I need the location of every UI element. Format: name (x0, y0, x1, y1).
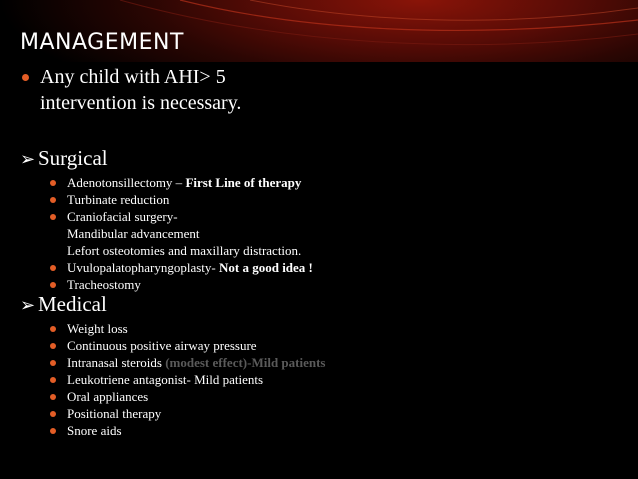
item-emphasis: Not a good idea ! (219, 260, 313, 275)
list-item (50, 320, 326, 337)
sub-item: Lefort osteotomies and maxillary distraction. (67, 243, 302, 258)
bullet-dot-icon (50, 360, 56, 366)
header-banner (0, 0, 638, 62)
surgical-heading (20, 146, 108, 171)
item-muted-note: (modest effect)-Mild patients (165, 355, 326, 370)
list-item (50, 337, 326, 354)
item-text: Continuous positive airway pressure (67, 338, 257, 353)
list-item (50, 388, 326, 405)
item-emphasis: First Line of therapy (185, 175, 302, 190)
lead-line-1: Any child with AHI> 5 (40, 66, 226, 88)
bullet-dot-icon (50, 282, 56, 288)
medical-list (50, 320, 326, 439)
item-text: Leukotriene antagonist- Mild patients (67, 372, 264, 387)
item-text: Tracheostomy (67, 277, 141, 292)
arrow-bullet-icon: ➢ (20, 149, 36, 169)
bullet-dot-icon (22, 74, 29, 81)
bullet-dot-icon (50, 197, 56, 203)
arrow-bullet-icon: ➢ (20, 295, 36, 315)
item-text: Intranasal steroids (67, 355, 166, 370)
item-text: Turbinate reduction (67, 192, 170, 207)
bullet-dot-icon (50, 326, 56, 332)
bullet-dot-icon (50, 214, 56, 220)
surgical-list (50, 174, 313, 293)
bullet-dot-icon (50, 411, 56, 417)
item-text: Positional therapy (67, 406, 162, 421)
item-text: Weight loss (67, 321, 128, 336)
page-title: MANAGEMENT (20, 30, 184, 55)
bullet-dot-icon (50, 394, 56, 400)
list-item (50, 354, 326, 371)
list-item (50, 259, 313, 276)
item-text: Oral appliances (67, 389, 149, 404)
surgical-heading-label: Surgical (38, 146, 108, 170)
list-item (50, 208, 313, 225)
medical-heading-label: Medical (38, 292, 107, 316)
item-text: Craniofacial surgery- (67, 209, 178, 224)
bullet-dot-icon (50, 428, 56, 434)
lead-bullet (20, 64, 241, 116)
lead-line-2: intervention is necessary. (40, 92, 242, 114)
list-item (50, 191, 313, 208)
item-text: Snore aids (67, 423, 122, 438)
bullet-dot-icon (50, 265, 56, 271)
bullet-dot-icon (50, 180, 56, 186)
item-text: Uvulopalatopharyngoplasty- (67, 260, 219, 275)
bullet-dot-icon (50, 377, 56, 383)
list-item (50, 422, 326, 439)
list-item (50, 405, 326, 422)
list-item (50, 174, 313, 191)
item-text: Adenotonsillectomy – (67, 175, 186, 190)
bullet-dot-icon (50, 343, 56, 349)
sub-item: Mandibular advancement (67, 226, 200, 241)
medical-heading (20, 292, 107, 317)
list-item (50, 371, 326, 388)
list-item (50, 276, 313, 293)
